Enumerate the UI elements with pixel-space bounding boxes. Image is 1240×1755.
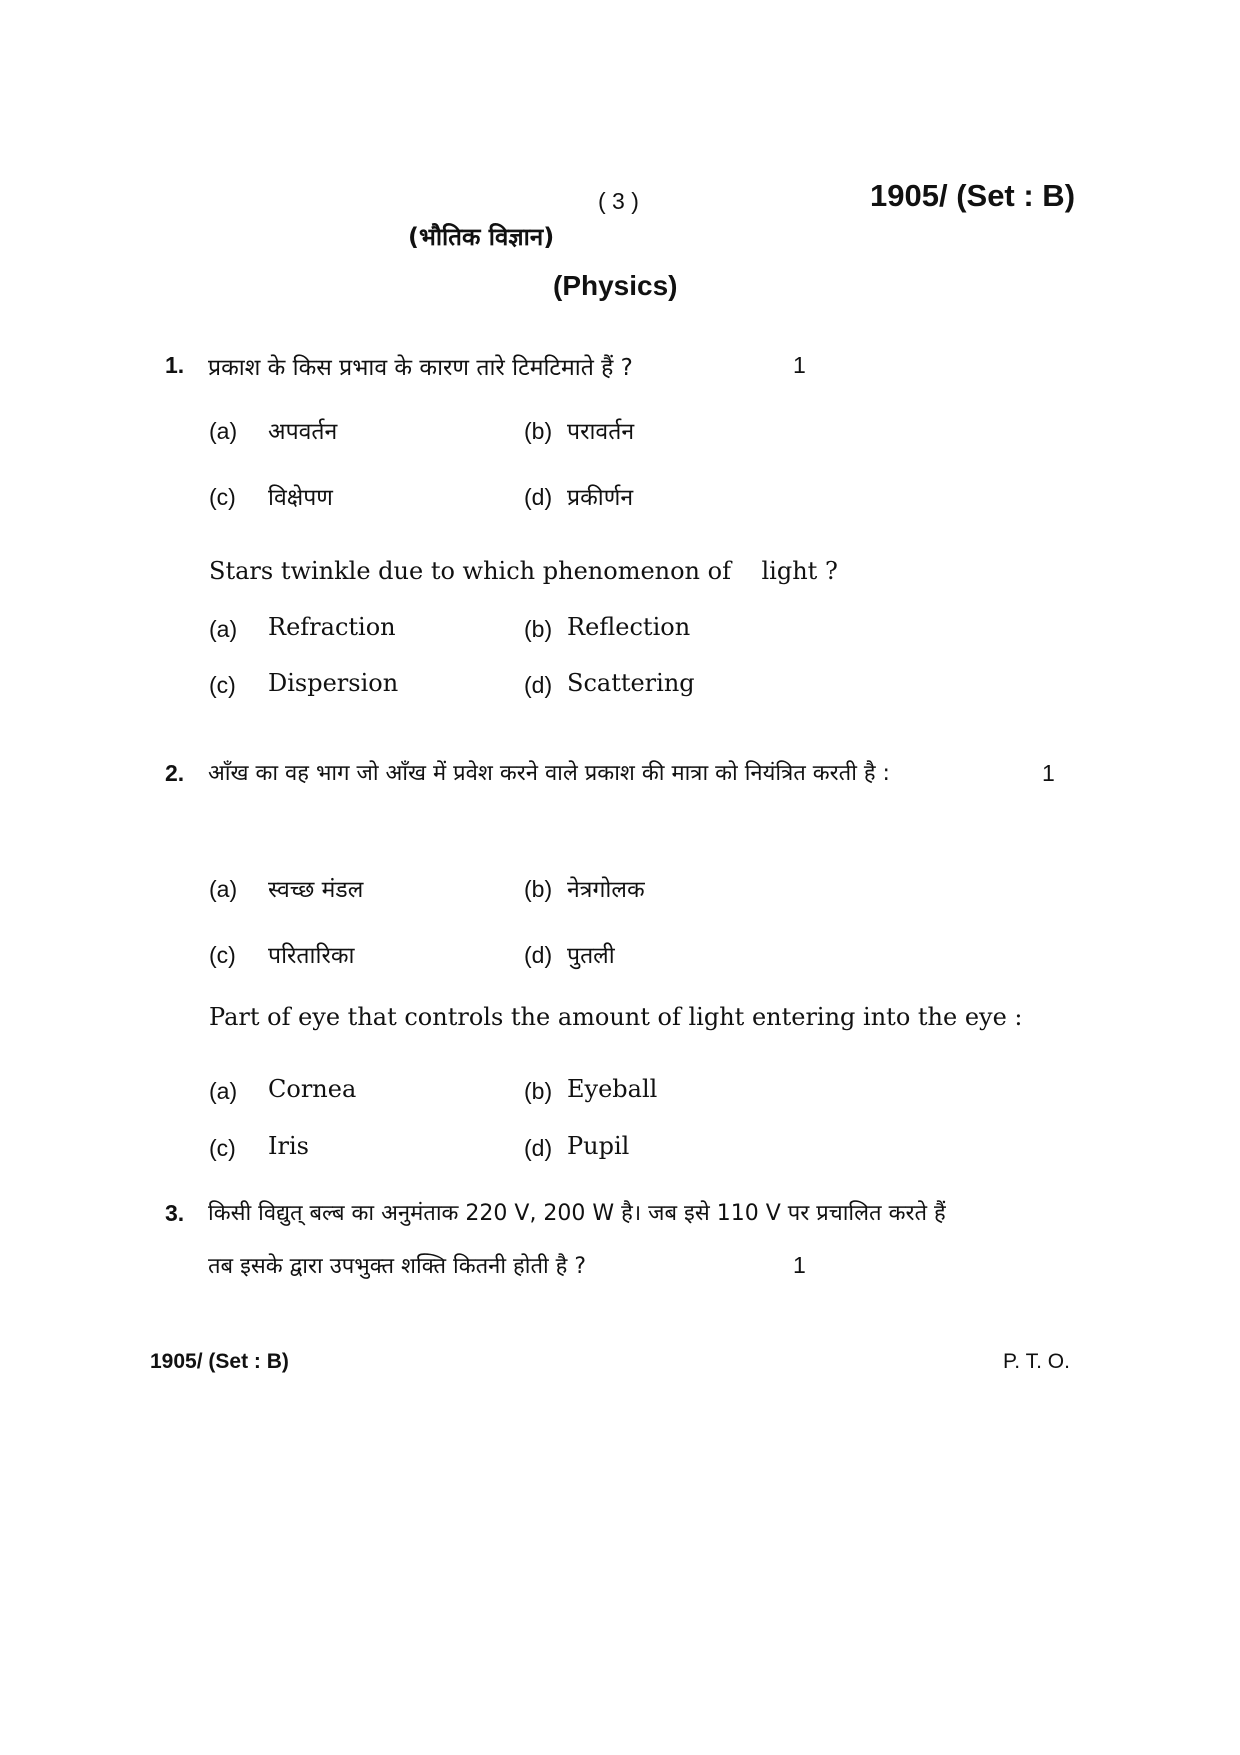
option-label: (c) [209,942,236,968]
question-marks: 1 [1042,760,1055,786]
option-label: (d) [524,484,553,510]
set-code-header: 1905/ (Set : B) [870,178,1076,213]
option-text-hindi: विक्षेपण [268,485,333,511]
question-text-hindi: आँख का वह भाग जो आँख में प्रवेश करने वाले प्रकाश की मात्रा को नियंत्रित करती है : [208,761,890,786]
option-text-english: Refraction [268,613,396,641]
question-text-hindi-line2: तब इसके द्वारा उपभुक्त शक्ति कितनी होती है ? [208,1254,587,1279]
option-label: (a) [209,876,238,902]
question-number: 3. [165,1200,185,1226]
option-text-english: Dispersion [268,669,399,697]
option-label: (a) [209,616,238,642]
page-number: ( 3 ) [598,188,639,214]
option-text-english: Reflection [567,613,691,641]
option-text-hindi: स्वच्छ मंडल [268,877,364,903]
option-label: (c) [209,484,236,510]
option-label: (d) [524,672,553,698]
option-text-hindi: प्रकीर्णन [567,485,634,511]
option-label: (d) [524,1135,553,1161]
option-label: (d) [524,942,553,968]
footer-pto: P. T. O. [1003,1350,1070,1373]
option-text-hindi: परावर्तन [567,419,635,445]
subject-title-english: (Physics) [553,270,678,301]
option-text-english: Pupil [567,1132,630,1160]
question-number: 1. [165,352,185,378]
option-text-hindi: अपवर्तन [268,419,338,445]
option-text-english: Cornea [268,1075,357,1103]
question-text-hindi-line1: किसी विद्युत् बल्ब का अनुमंताक 220 V, 200 W है। जब इसे 110 V पर प्रचालित करते हैं [208,1201,946,1226]
question-marks: 1 [793,352,806,378]
option-text-hindi: नेत्रगोलक [567,877,645,903]
question-text-english: Part of eye that controls the amount of light entering into the eye : [209,1003,1023,1031]
question-marks: 1 [793,1252,806,1278]
question-text-hindi: प्रकाश के किस प्रभाव के कारण तारे टिमटिमाते हैं ? [208,355,633,381]
option-text-hindi: परितारिका [268,943,355,969]
option-label: (b) [524,418,553,444]
question-number: 2. [165,760,185,786]
option-text-hindi: पुतली [567,943,615,969]
footer-set-code: 1905/ (Set : B) [150,1350,289,1373]
option-label: (c) [209,1135,236,1161]
option-label: (a) [209,418,238,444]
option-label: (a) [209,1078,238,1104]
option-text-english: Scattering [567,669,695,697]
option-label: (b) [524,876,553,902]
subject-title-hindi: (भौतिक विज्ञान) [408,223,555,251]
question-text-english: Stars twinkle due to which phenomenon of light ? [209,557,838,585]
option-label: (c) [209,672,236,698]
option-label: (b) [524,616,553,642]
option-label: (b) [524,1078,553,1104]
option-text-english: Eyeball [567,1075,658,1103]
option-text-english: Iris [268,1132,309,1160]
